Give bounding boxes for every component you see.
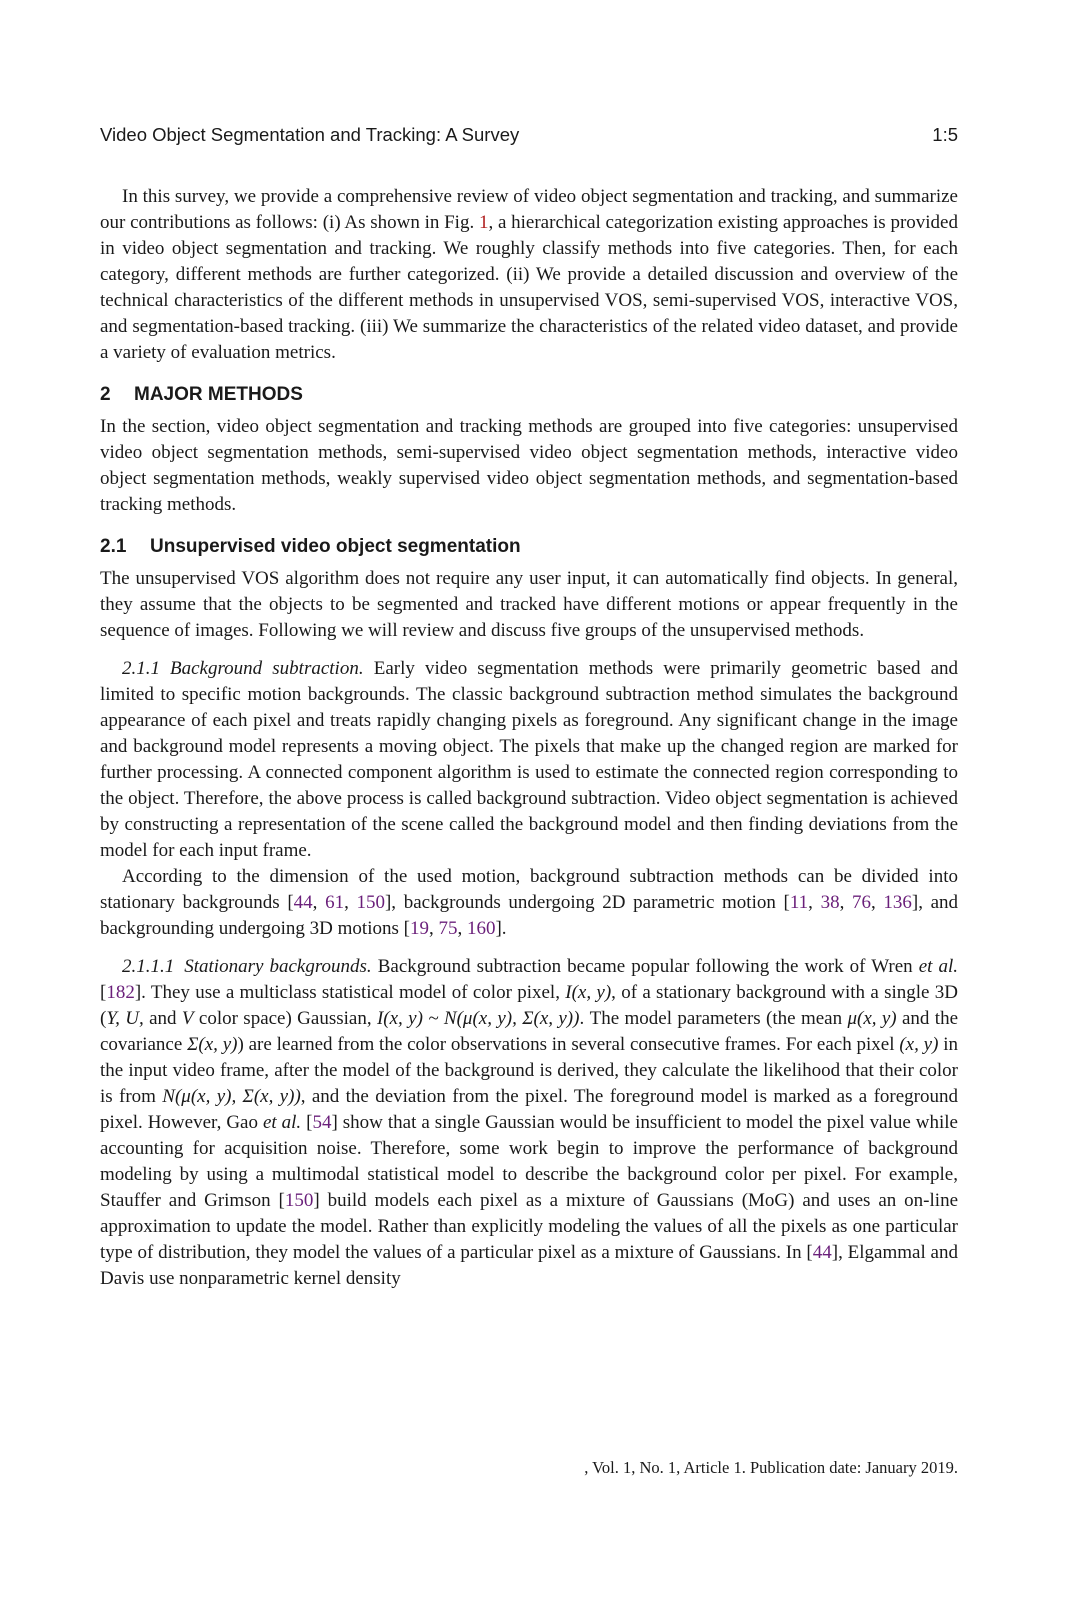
math-expression: Y, U, [106,1008,144,1029]
math-expression: N(μ(x, y), Σ(x, y)) [162,1086,301,1107]
page-footer: , Vol. 1, No. 1, Article 1. Publication date: January 2019. [584,1458,958,1477]
page-number: 1:5 [932,124,958,145]
section-number: 2 [100,384,111,405]
section-2-paragraph: In the section, video object segmentation and tracking methods are grouped into five categories: unsupervised video object segmentation methods, semi-supervised video object segmentation methods, interactive video object segmentation methods, weakly supervised video object segmentation methods, and segmentation-based tracking methods. [100,416,958,515]
motion-dimension-paragraph: According to the dimension of the used motion, background subtraction methods can be divided into stationary backgrounds [44, 61, 150], backgrounds undergoing 2D parametric motion [11, 38, 76, 136], and backgrounding undergoing 3D motions [19, 75, 160]. [100,866,959,939]
citation-link[interactable]: 75 [438,918,458,939]
figure-reference-link[interactable]: 1 [478,212,489,233]
citation-link[interactable]: 19 [409,918,429,939]
citation-link[interactable]: 160 [466,918,496,939]
citation-link[interactable]: 76 [851,892,871,913]
section-2-1-paragraph: The unsupervised VOS algorithm does not require any user input, it can automatically find objects. In general, they assume that the objects to be segmented and tracked have different motions or appear frequently in the sequence of images. Following we will review and discuss five groups of the unsupervised methods. [100,568,958,641]
math-expression: μ(x, y) [847,1008,897,1029]
math-expression: V [181,1008,194,1029]
math-expression: I(x, y) [565,982,612,1003]
citation-link[interactable]: 150 [356,892,385,913]
math-expression: (x, y) [899,1034,939,1055]
citation-link[interactable]: 61 [325,892,345,913]
subsection-number: 2.1 [100,536,127,557]
section-2-1-1-paragraph: 2.1.1 Background subtraction. Early video segmentation methods were primarily geometric based and limited to specific motion backgrounds. The classic background subtraction method simulates the background appearance of each pixel and treats rapidly changing pixels as foreground. Any significant change in the image and background model represents a moving object. The pixels that make up the changed region are marked for further processing. A connected component algorithm is used to estimate the connected region corresponding to the object. Therefore, the above process is called background subtraction. Video object segmentation is achieved by constructing a representation of the scene called the background model and then finding deviations from the model for each input frame. [100,658,959,861]
citation-link[interactable]: 54 [312,1112,332,1133]
page-body [100,184,958,1292]
section-2-1-1-1-paragraph: 2.1.1.1 Stationary backgrounds. Background subtraction became popular following the work of Wren et al. [182]. They use a multiclass statistical model of color pixel, I(x, y), of a stationary background with a single 3D (Y, U, and V color space) Gaussian, I(x, y) ~ N(μ(x, y), Σ(x, y)). The model parameters (the mean μ(x, y) and the covariance Σ(x, y)) are learned from the color observations in several consecutive frames. For each pixel (x, y) in the input video frame, after the model of the background is derived, they calculate the likelihood that their color is from N(μ(x, y), Σ(x, y)), and the deviation from the pixel. The foreground model is marked as a foreground pixel. However, Gao et al. [54] show that a single Gaussian would be insufficient to model the pixel value while accounting for acquisition noise. Therefore, some work begin to improve the performance of background modeling by using a multimodal statistical model to describe the background color per pixel. For example, Stauffer and Grimson [150] build models each pixel as a mixture of Gaussians (MoG) and uses an on-line approximation to update the model. Rather than explicitly modeling the values of all the pixels as one particular type of distribution, they model the values of a particular pixel as a mixture of Gaussians. In [44], Elgammal and Davis use nonparametric kernel density [100,956,959,1289]
subsubsubsection-title: Stationary backgrounds. [184,956,372,977]
citation-link[interactable]: 150 [284,1190,314,1211]
section-title: MAJOR METHODS [134,384,303,405]
math-expression: Σ(x, y) [187,1034,238,1055]
citation-link[interactable]: 182 [106,982,135,1003]
section-heading-2 [100,382,958,408]
subsection-title: Unsupervised video object segmentation [150,536,521,557]
citation-link[interactable]: 11 [789,892,809,913]
citation-link[interactable]: 38 [820,892,840,913]
citation-link[interactable]: 44 [812,1242,832,1263]
running-title: Video Object Segmentation and Tracking: A Survey [100,124,520,145]
intro-paragraph: In this survey, we provide a comprehensive review of video object segmentation and tracking, and summarize our contributions as follows: (i) As shown in Fig. 1, a hierarchical categorization existing approaches is provided in video object segmentation and tracking. We roughly classify methods into five categories. Then, for each category, different methods are further categorized. (ii) We provide a detailed discussion and overview of the technical characteristics of the different methods in unsupervised VOS, semi-supervised VOS, interactive VOS, and segmentation-based tracking. (iii) We summarize the characteristics of the related video dataset, and provide a variety of evaluation metrics. [100,186,958,363]
citation-link[interactable]: 44 [293,892,313,913]
subsubsubsection-number: 2.1.1.1 [122,956,175,977]
math-expression: I(x, y) ~ N(μ(x, y), Σ(x, y)) [376,1008,580,1029]
running-header [100,124,958,152]
subsubsection-title: Background subtraction. [170,658,364,679]
section-heading-2-1 [100,534,958,560]
subsubsection-number: 2.1.1 [122,658,160,679]
citation-link[interactable]: 136 [883,892,912,913]
